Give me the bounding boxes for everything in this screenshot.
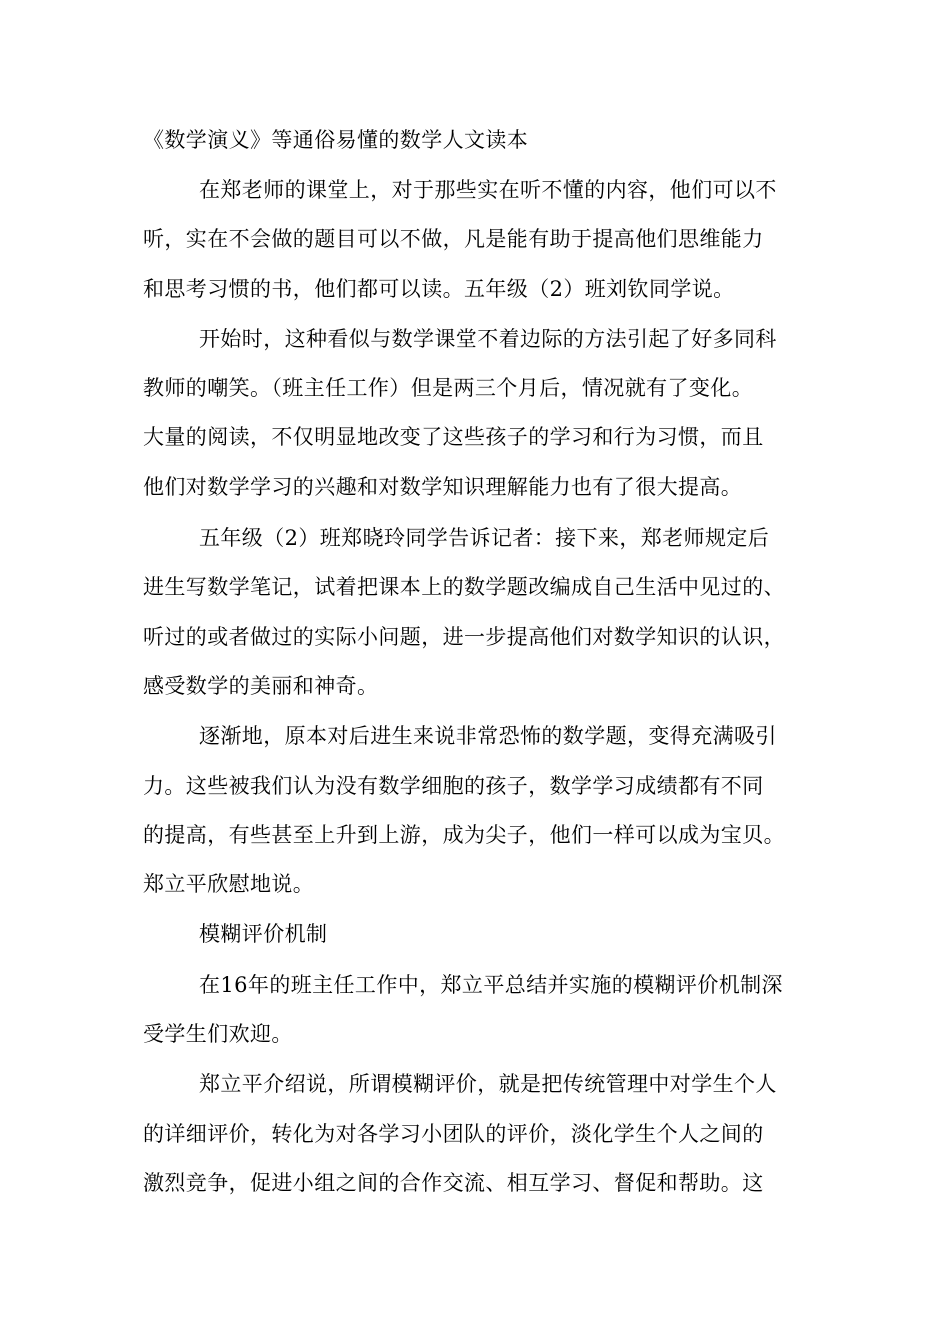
text-line: 郑立平介绍说，所谓模糊评价，就是把传统管理中对学生个人 [199,1072,777,1096]
text-line: 听过的或者做过的实际小问题，进一步提高他们对数学知识的认识， [143,625,785,649]
text-line: 进生写数学笔记，试着把课本上的数学题改编成自己生活中见过的、 [143,575,785,599]
text-line: 激烈竞争，促进小组之间的合作交流、相互学习、督促和帮助。这 [143,1171,764,1195]
text-line: 开始时，这种看似与数学课堂不着边际的方法引起了好多同科 [199,327,777,351]
text-line: 教师的嘲笑。（班主任工作）但是两三个月后，情况就有了变化。 [143,376,754,400]
text-line: 和思考习惯的书，他们都可以读。五年级（2）班刘钦同学说。 [143,277,735,301]
text-line: 大量的阅读，不仅明显地改变了这些孩子的学习和行为习惯，而且 [143,425,764,449]
text-line: 《数学演义》等通俗易懂的数学人文读本 [143,128,529,152]
text-line: 的提高，有些甚至上升到上游，成为尖子，他们一样可以成为宝贝。 [143,823,785,847]
section-heading: 模糊评价机制 [199,922,328,946]
text-line: 郑立平欣慰地说。 [143,872,315,896]
text-line: 在郑老师的课堂上，对于那些实在听不懂的内容，他们可以不 [199,178,777,202]
text-line: 受学生们欢迎。 [143,1022,293,1046]
text-line: 力。这些被我们认为没有数学细胞的孩子，数学学习成绩都有不同 [143,774,764,798]
text-line: 的详细评价，转化为对各学习小团队的评价，淡化学生个人之间的 [143,1122,764,1146]
text-line: 五年级（2）班郑晓玲同学告诉记者：接下来，郑老师规定后 [199,526,770,550]
text-line: 逐渐地，原本对后进生来说非常恐怖的数学题，变得充满吸引 [199,724,777,748]
text-line: 感受数学的美丽和神奇。 [143,674,379,698]
text-line: 听，实在不会做的题目可以不做，凡是能有助于提高他们思维能力 [143,227,764,251]
text-line: 在16年的班主任工作中，郑立平总结并实施的模糊评价机制深 [199,973,783,997]
text-line: 他们对数学学习的兴趣和对数学知识理解能力也有了很大提高。 [143,475,743,499]
